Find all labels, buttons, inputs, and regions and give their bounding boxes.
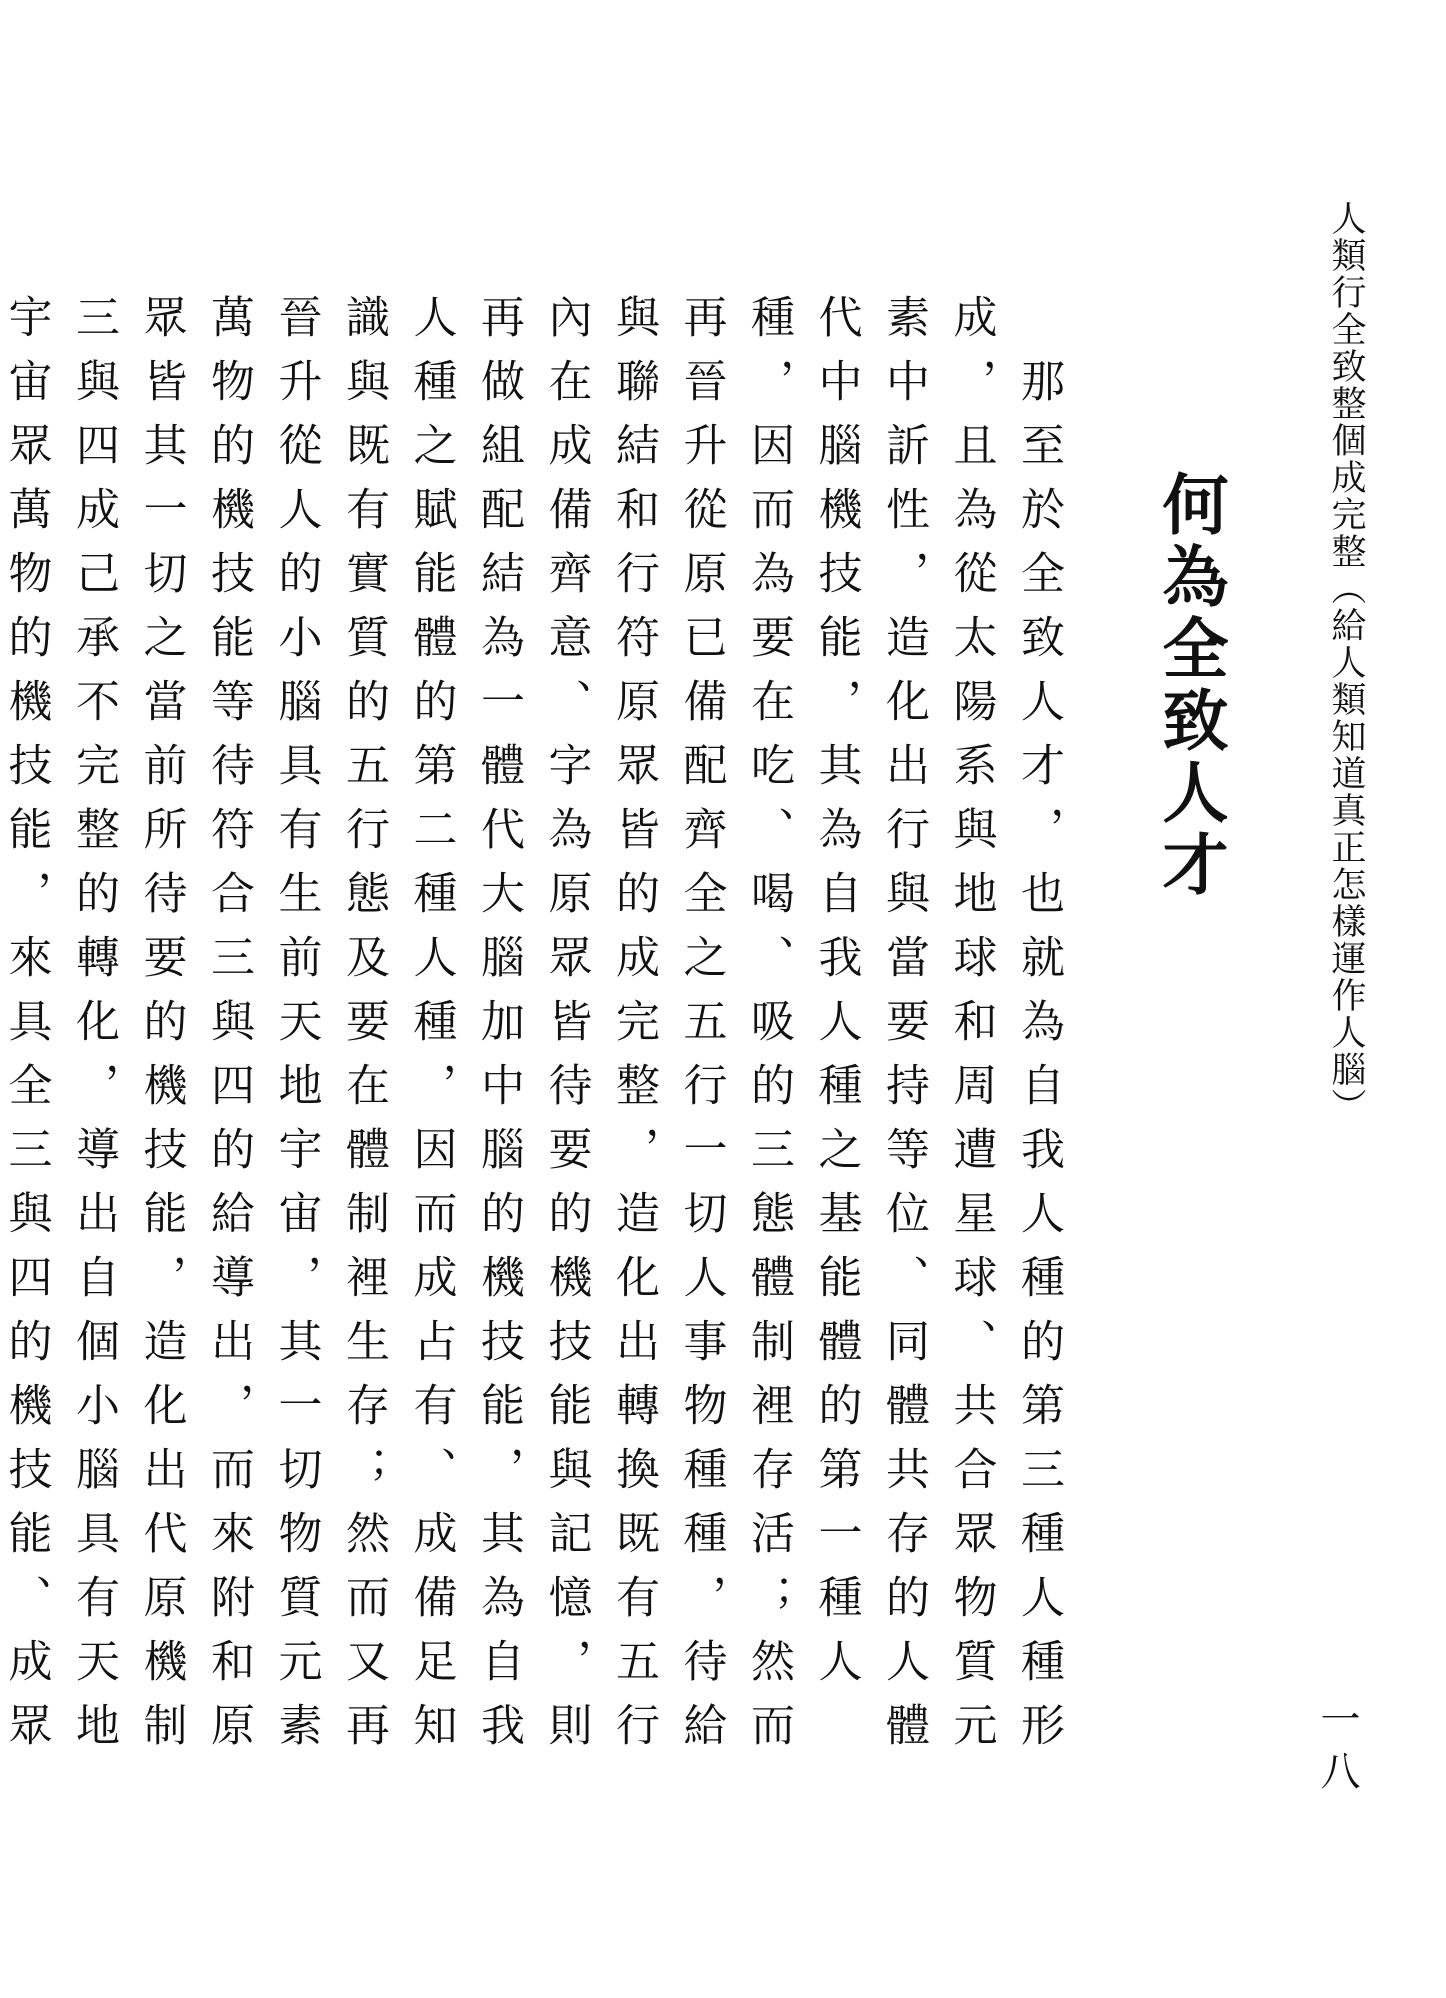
article-body — [0, 294, 1072, 1824]
running-header: 人類行全致整個成完整（給人類知道真正怎樣運作人腦） — [1326, 200, 1366, 1125]
body-paragraph: 那至於全致人才，也就為自我人種的第三種人種形成，且為從太陽系與地球和周遭星球、共合眾物質元素中訢性，造化出行與當要持等位、同體共存的人體代中腦機技能，其為自我人種之基能體的第一種人種，因而為要在吃、喝、吸的三態體制裡存活；然而再晉升從原已備配齊全之五行一切人事物種種，待給與聯結和行符原眾皆的成完整，造化出轉換既有五行內在成備齊意、字為原眾皆待要的機技能與記憶，則再做組配結為一體代大腦加中腦的機技能，其為自我人種之賦能體的第二種人種，因而成占有、成備足知識與既有實質的五行態及要在體制裡生存；然而又再晉升從人的小腦具有生前天地宇宙，其一切物質元素萬物的機技能等待符合三與四的給導出，而來附和原眾皆其一切之當前所待要的機技能，造化出代原機制三與四成己承不完整的轉化，導出自個小腦具有天地宇宙眾萬物的機技能，來具全三與四的機技能、成眾 — [0, 294, 1064, 1766]
page-number: 一八 — [1314, 1698, 1360, 1802]
article-title: 何為全致人才 — [1151, 470, 1229, 902]
